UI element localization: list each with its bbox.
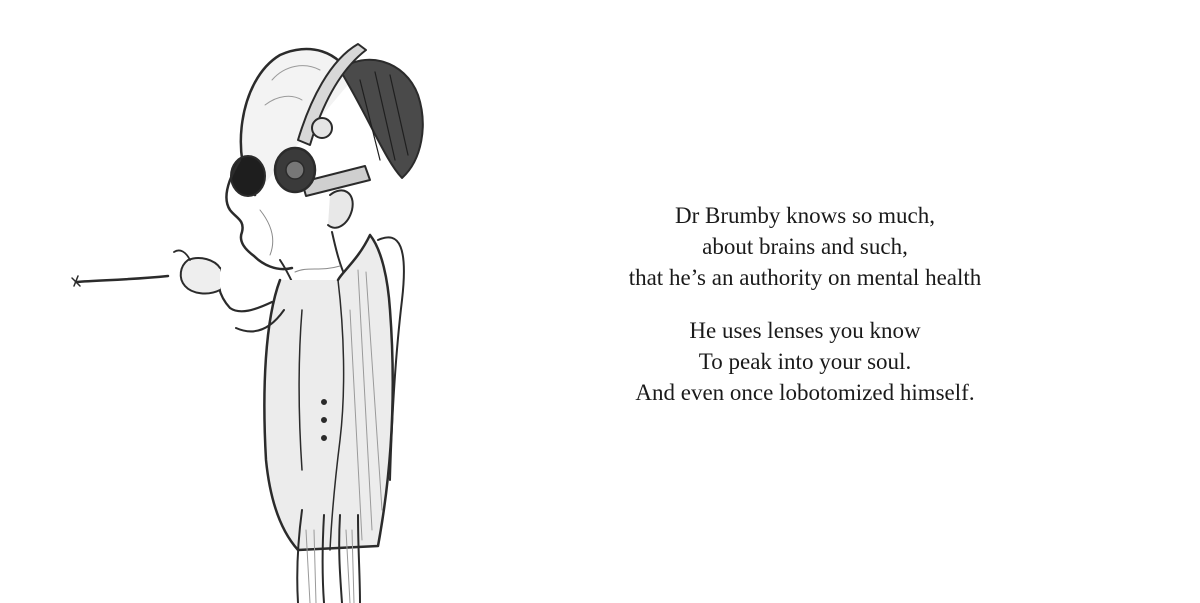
hair [340, 60, 423, 178]
hand [181, 258, 220, 293]
ear [328, 190, 353, 227]
poem [560, 200, 1050, 430]
button-2 [322, 418, 327, 423]
button-3 [322, 436, 327, 441]
button-1 [322, 400, 327, 405]
poem-line: about brains and such, [702, 234, 908, 259]
poem-line: He uses lenses you know [689, 318, 921, 343]
lobotomy-pick [76, 276, 168, 282]
poem-line: Dr Brumby knows so much, [674, 203, 936, 228]
doctor-illustration [40, 10, 510, 603]
arm [218, 268, 272, 311]
poem-line: And even once lobotomized himself. [635, 380, 975, 405]
jacket [264, 235, 392, 550]
poem-line: that he’s an authority on mental health [628, 265, 982, 290]
goggle-lens-front [231, 156, 265, 196]
poem-line: To peak into your soul. [698, 349, 912, 374]
poem-stanza-2 [560, 315, 1050, 408]
poem-stanza-1 [560, 200, 1050, 293]
